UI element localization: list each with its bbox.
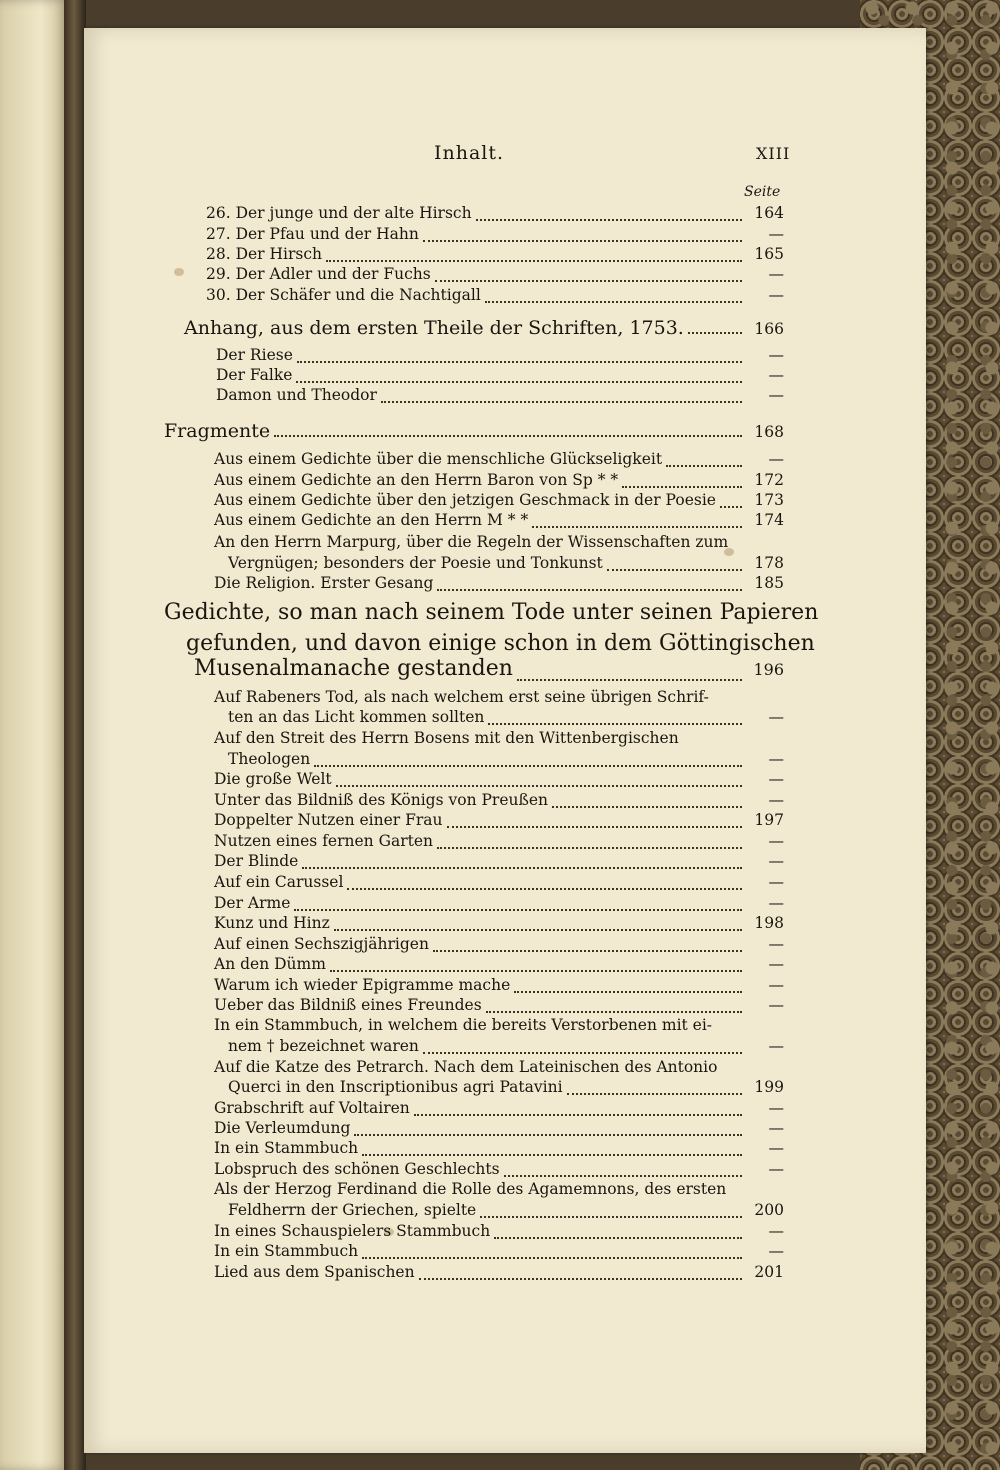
toc-entry-page: — [768, 832, 784, 850]
toc-entry-title: Lied aus dem Spanischen [214, 1263, 415, 1281]
toc-entry-title: In ein Stammbuch [214, 1242, 359, 1260]
toc-entry-page: — [768, 894, 784, 912]
toc-entry-title: An den Dümm [214, 955, 326, 973]
toc-entry-page: 173 [754, 491, 784, 509]
toc-entry-title: Vergnügen; besonders der Poesie und Tonkunst [228, 554, 603, 572]
dot-leader [437, 589, 742, 591]
toc-entry-title: In eines Schauspielers Stammbuch [214, 1222, 491, 1240]
toc-entry [214, 791, 784, 813]
toc-entry-title: Der Blinde [214, 852, 299, 870]
toc-entry [214, 1119, 784, 1141]
dot-leader [514, 991, 742, 993]
toc-entry [228, 708, 784, 730]
dot-leader [447, 826, 742, 828]
toc-entry-title: Nutzen eines fernen Garten [214, 832, 433, 850]
toc-entry-title: Aus einem Gedichte an den Herrn Baron von Sp * * [214, 471, 619, 489]
toc-entry [214, 852, 784, 874]
dot-leader [297, 361, 742, 363]
toc-entry [214, 770, 784, 792]
toc-entry-page: 185 [754, 574, 784, 592]
dot-leader [476, 219, 742, 221]
toc-entry-page: — [768, 225, 784, 243]
toc-entry-title: 29. Der Adler und der Fuchs [206, 265, 431, 283]
toc-entry-title: Querci in den Inscriptionibus agri Patavini [228, 1078, 563, 1096]
toc-entry-title: Aus einem Gedichte über die menschliche Glückseligkeit [214, 450, 663, 468]
dot-leader [485, 301, 742, 303]
toc-entry [214, 1099, 784, 1121]
toc-entry-title: Damon und Theodor [216, 386, 377, 404]
toc-entry: Gedichte, so man nach seinem Tode unter seinen Papieren [164, 600, 819, 625]
toc-entry-page: — [768, 1119, 784, 1137]
dot-leader [688, 332, 742, 334]
toc-entry: An den Herrn Marpurg, über die Regeln der Wissenschaften zum [214, 533, 729, 551]
toc-entry [214, 1139, 784, 1161]
toc-entry-title: Lobspruch des schönen Geschlechts [214, 1160, 500, 1178]
toc-entry-title: Auf ein Carussel [214, 873, 344, 891]
dot-leader [336, 785, 742, 787]
toc-entry [206, 286, 784, 308]
dot-leader [532, 526, 742, 528]
toc-entry [214, 914, 784, 936]
facing-page-edge [0, 0, 68, 1470]
dot-leader [296, 381, 742, 383]
toc-entry [206, 245, 784, 267]
toc-entry-title: 27. Der Pfau und der Hahn [206, 225, 419, 243]
toc-entry: Als der Herzog Ferdinand die Rolle des Agamemnons, des ersten [214, 1180, 727, 1198]
dot-leader [622, 486, 742, 488]
toc-entry-page: 172 [754, 471, 784, 489]
dot-leader [494, 1237, 742, 1239]
toc-entry [214, 955, 784, 977]
toc-entry-title: Feldherrn der Griechen, spielte [228, 1201, 477, 1219]
toc-entry-title: Unter das Bildniß des Königs von Preußen [214, 791, 548, 809]
toc-entry [184, 317, 784, 339]
toc-entry-page: — [768, 976, 784, 994]
toc-entry [206, 225, 784, 247]
dot-leader [607, 569, 742, 571]
dot-leader [314, 765, 742, 767]
toc-entry [214, 935, 784, 957]
toc-entry: In ein Stammbuch, in welchem die bereits Verstorbenen mit ei- [214, 1016, 713, 1034]
dot-leader [552, 806, 742, 808]
toc-entry-page: — [768, 366, 784, 384]
dot-leader [666, 465, 742, 467]
toc-entry-page: — [768, 935, 784, 953]
toc-entry: Auf die Katze des Petrarch. Nach dem Lateinischen des Antonio [214, 1058, 718, 1076]
toc-entry [194, 656, 784, 686]
toc-entry [228, 1037, 784, 1059]
toc-entry-page: 199 [754, 1078, 784, 1096]
book-gutter [64, 0, 86, 1470]
toc-entry-page: — [768, 996, 784, 1014]
toc-entry [214, 996, 784, 1018]
toc-entry-page: — [768, 286, 784, 304]
toc-entry-title: 26. Der junge und der alte Hirsch [206, 204, 472, 222]
toc-entry [216, 346, 784, 368]
toc-entry [228, 750, 784, 772]
dot-leader [326, 260, 742, 262]
toc-entry-title: Aus einem Gedichte an den Herrn M * * [214, 511, 529, 529]
toc-entry [214, 894, 784, 916]
toc-entry-page: — [768, 386, 784, 404]
toc-entry-title: Die Religion. Erster Gesang [214, 574, 434, 592]
toc-entry [214, 491, 784, 513]
dot-leader [488, 723, 742, 725]
dot-leader [433, 950, 742, 952]
toc-entry-page: — [768, 265, 784, 283]
toc-entry-page: — [768, 346, 784, 364]
dot-leader [419, 1278, 742, 1280]
toc-entry-title: Warum ich wieder Epigramme mache [214, 976, 511, 994]
toc-entry-page: — [768, 955, 784, 973]
toc-entry-title: Fragmente [164, 420, 271, 442]
toc-entry-page: — [768, 873, 784, 891]
toc-entry-page: — [768, 791, 784, 809]
dot-leader [423, 1052, 742, 1054]
dot-leader [423, 240, 742, 242]
toc-entry-page: — [768, 450, 784, 468]
toc-entry-page: — [768, 852, 784, 870]
dot-leader [567, 1093, 742, 1095]
dot-leader [720, 506, 742, 508]
toc-entry-title: 30. Der Schäfer und die Nachtigall [206, 286, 481, 304]
toc-entry-title: Theologen [228, 750, 311, 768]
toc-entry [214, 471, 784, 493]
toc-entry-title: Kunz und Hinz [214, 914, 330, 932]
dot-leader [330, 970, 742, 972]
toc-entry-page: 178 [754, 554, 784, 572]
toc-entry [206, 204, 784, 226]
toc-entry [214, 574, 784, 596]
toc-entry [228, 1201, 784, 1223]
toc-entry [216, 366, 784, 388]
toc-entry: gefunden, und davon einige schon in dem Göttingischen [186, 631, 815, 656]
toc-entry-page: 201 [754, 1263, 784, 1281]
toc-entry-page: — [768, 708, 784, 726]
dot-leader [381, 401, 742, 403]
toc-entry [214, 1222, 784, 1244]
toc-entry-page: — [768, 1160, 784, 1178]
dot-leader [480, 1216, 742, 1218]
dot-leader [517, 679, 742, 681]
toc-entry-page: 198 [754, 914, 784, 932]
toc-entry-page: — [768, 1037, 784, 1055]
toc-entry-title: Der Riese [216, 346, 293, 364]
toc-entry-page: — [768, 1242, 784, 1260]
toc-entry-title: Der Arme [214, 894, 291, 912]
dot-leader [347, 888, 742, 890]
toc-entry-page: 168 [754, 423, 784, 441]
toc-entry-page: — [768, 1099, 784, 1117]
dot-leader [414, 1114, 742, 1116]
toc-entry-title: Die Verleumdung [214, 1119, 351, 1137]
toc-entry-page: 166 [754, 320, 784, 338]
toc-entry-page: 164 [754, 204, 784, 222]
dot-leader [504, 1175, 742, 1177]
toc-entry [216, 386, 784, 408]
toc-entry-title: Der Falke [216, 366, 293, 384]
toc-entry [214, 1263, 784, 1285]
toc-entry-page: — [768, 750, 784, 768]
dot-leader [354, 1134, 742, 1136]
toc-entry-title: ten an das Licht kommen sollten [228, 708, 485, 726]
dot-leader [302, 867, 742, 869]
toc-entry-title: Die große Welt [214, 770, 332, 788]
toc-entry-page: — [768, 770, 784, 788]
dot-leader [362, 1257, 742, 1259]
toc-entry [164, 420, 784, 442]
dot-leader [362, 1154, 742, 1156]
toc-entry-page: 196 [753, 660, 784, 679]
dot-leader [294, 909, 742, 911]
book-page [84, 28, 926, 1453]
foxing-spot [174, 268, 184, 276]
toc-entry-page: — [768, 1222, 784, 1240]
toc-entry: Auf den Streit des Herrn Bosens mit den Wittenbergischen [214, 729, 679, 747]
page-number: XIII [756, 144, 791, 163]
toc-entry [214, 976, 784, 998]
toc-entry [214, 873, 784, 895]
toc-entry-title: nem † bezeichnet waren [228, 1037, 419, 1055]
toc-entry-page: 197 [754, 811, 784, 829]
dot-leader [486, 1011, 742, 1013]
toc-entry [214, 1160, 784, 1182]
toc-entry: Auf Rabeners Tod, als nach welchem erst seine übrigen Schrif- [214, 688, 709, 706]
toc-entry-title: Auf einen Sechszigjährigen [214, 935, 429, 953]
dot-leader [435, 280, 742, 282]
running-head [84, 142, 926, 172]
toc-entry-page: 165 [754, 245, 784, 263]
toc-entry [214, 811, 784, 833]
toc-entry-title: Musenalmanache gestanden [194, 656, 513, 681]
toc-entry [206, 265, 784, 287]
toc-entry-page: — [768, 1139, 784, 1157]
toc-entry [214, 1242, 784, 1264]
dot-leader [437, 847, 742, 849]
toc-entry [214, 511, 784, 533]
toc-entry [214, 832, 784, 854]
toc-entry-title: Aus einem Gedichte über den jetzigen Geschmack in der Poesie [214, 491, 716, 509]
toc-entry-page: 200 [754, 1201, 784, 1219]
toc-entry-title: 28. Der Hirsch [206, 245, 323, 263]
dot-leader [274, 435, 742, 437]
page-title: Inhalt. [434, 142, 505, 164]
toc-entry-title: Anhang, aus dem ersten Theile der Schriften, 1753. [184, 317, 684, 339]
toc-entry [214, 450, 784, 472]
toc-entry-title: Ueber das Bildniß eines Freundes [214, 996, 482, 1014]
toc-entry [228, 1078, 784, 1100]
toc-entry-title: In ein Stammbuch [214, 1139, 359, 1157]
column-label: Seite [744, 184, 781, 200]
toc-entry [228, 554, 784, 576]
toc-entry-page: 174 [754, 511, 784, 529]
toc-entry-title: Doppelter Nutzen einer Frau [214, 811, 443, 829]
toc-entry-title: Grabschrift auf Voltairen [214, 1099, 410, 1117]
dot-leader [334, 929, 742, 931]
